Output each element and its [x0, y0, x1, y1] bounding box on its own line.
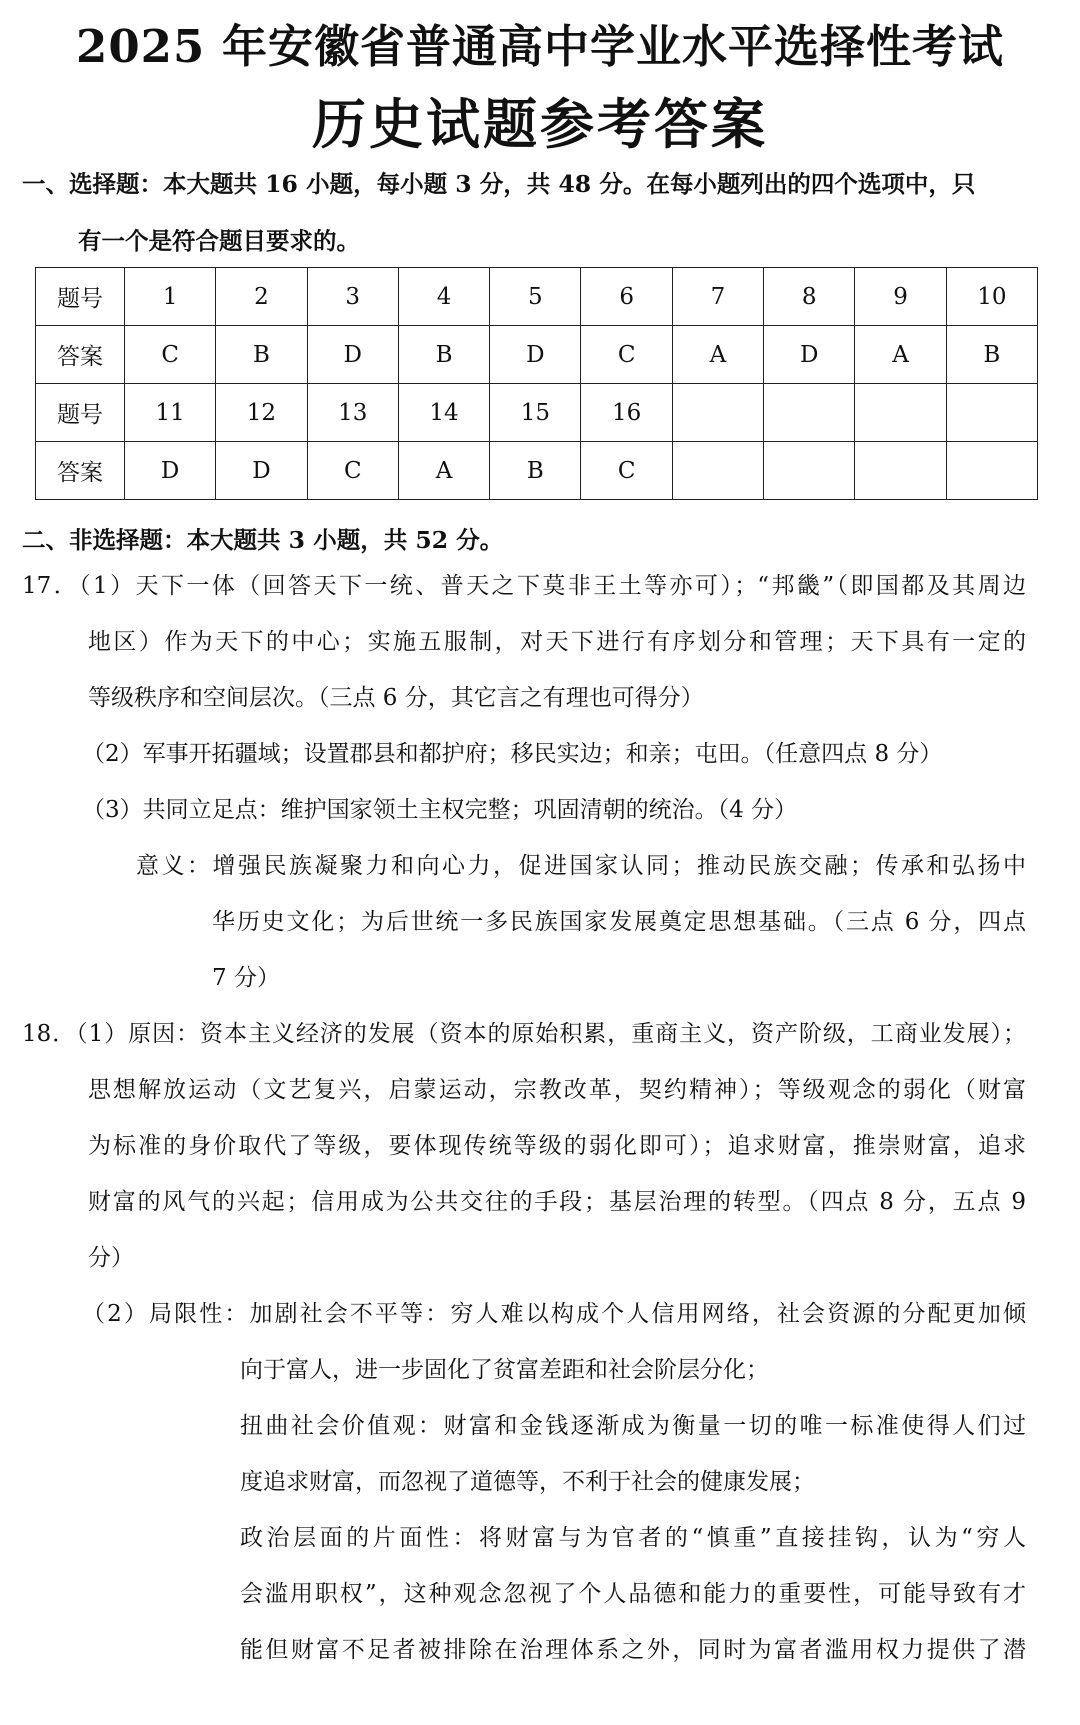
question-number-cell: 4 [398, 268, 489, 326]
question-number-cell: 1 [125, 268, 216, 326]
empty-cell [946, 442, 1037, 500]
document-subtitle: 历史试题参考答案 [312, 92, 768, 156]
question-number-cell: 11 [125, 384, 216, 442]
answer-cell: B [216, 326, 307, 384]
answer-cell: A [672, 326, 763, 384]
question-number-cell: 13 [307, 384, 398, 442]
empty-cell [855, 384, 946, 442]
row-label: 答案 [36, 442, 125, 500]
row-label: 题号 [36, 268, 125, 326]
answer-cell: B [398, 326, 489, 384]
question-number-cell: 8 [764, 268, 855, 326]
empty-cell [672, 384, 763, 442]
question-number-cell: 15 [490, 384, 581, 442]
section2-heading: 二、非选择题：本大题共 3 小题，共 52 分。 [22, 526, 504, 554]
answer-cell: B [490, 442, 581, 500]
q18-line-1: 18．（1）原因：资本主义经济的发展（资本的原始积累，重商主义，资产阶级，工商业发展）； [22, 1021, 1026, 1047]
q17-line-2: 地区）作为天下的中心；实施五服制，对天下进行有序划分和管理；天下具有一定的 [88, 629, 1026, 655]
row-label: 答案 [36, 326, 125, 384]
q18-line-8: 扭曲社会价值观：财富和金钱逐渐成为衡量一切的唯一标准使得人们过 [240, 1413, 1026, 1439]
empty-cell [946, 384, 1037, 442]
answer-cell: D [490, 326, 581, 384]
q18-line-5: 分） [88, 1245, 134, 1271]
q17-line-8: 7 分） [212, 965, 280, 991]
empty-cell [672, 442, 763, 500]
table-row [36, 384, 1038, 442]
q18-line-6: （2）局限性：加剧社会不平等：穷人难以构成个人信用网络，社会资源的分配更加倾 [82, 1301, 1026, 1327]
question-number-cell: 14 [398, 384, 489, 442]
table-row [36, 268, 1038, 326]
section1-heading-line1: 一、选择题：本大题共 16 小题，每小题 3 分，共 48 分。在每小题列出的四个选项中，只 [22, 170, 976, 198]
q18-line-2: 思想解放运动（文艺复兴，启蒙运动，宗教改革，契约精神）；等级观念的弱化（财富 [88, 1077, 1026, 1103]
q18-line-7: 向于富人，进一步固化了贫富差距和社会阶层分化； [240, 1357, 769, 1383]
empty-cell [855, 442, 946, 500]
answer-cell: C [307, 442, 398, 500]
question-number-cell: 12 [216, 384, 307, 442]
answer-cell: D [216, 442, 307, 500]
table-row [36, 442, 1038, 500]
answer-cell: A [398, 442, 489, 500]
answer-cell: C [581, 442, 672, 500]
question-number-cell: 2 [216, 268, 307, 326]
q18-line-4: 财富的风气的兴起；信用成为公共交往的手段；基层治理的转型。（四点 8 分，五点 9 [88, 1189, 1026, 1215]
answer-cell: D [125, 442, 216, 500]
table-row [36, 326, 1038, 384]
q17-line-7: 华历史文化；为后世统一多民族国家发展奠定思想基础。（三点 6 分，四点 [212, 909, 1026, 935]
question-number-cell: 9 [855, 268, 946, 326]
answer-cell: D [764, 326, 855, 384]
answer-cell: B [946, 326, 1037, 384]
q18-line-12: 能但财富不足者被排除在治理体系之外，同时为富者滥用权力提供了潜 [240, 1637, 1026, 1663]
question-number-cell: 6 [581, 268, 672, 326]
question-number-cell: 16 [581, 384, 672, 442]
question-number-cell: 7 [672, 268, 763, 326]
q18-line-3: 为标准的身价取代了等级，要体现传统等级的弱化即可）；追求财富，推崇财富，追求 [88, 1133, 1026, 1159]
empty-cell [764, 384, 855, 442]
question-number-cell: 3 [307, 268, 398, 326]
q17-line-4: （2）军事开拓疆域；设置郡县和都护府；移民实边；和亲；屯田。（任意四点 8 分） [82, 741, 943, 767]
answer-cell: C [125, 326, 216, 384]
section1-heading-line2: 有一个是符合题目要求的。 [78, 227, 360, 255]
question-number-cell: 5 [490, 268, 581, 326]
row-label: 题号 [36, 384, 125, 442]
q18-line-9: 度追求财富，而忽视了道德等，不利于社会的健康发展； [240, 1469, 815, 1495]
exam-title: 2025 年安徽省普通高中学业水平选择性考试 [76, 20, 1004, 73]
answer-cell: D [307, 326, 398, 384]
q17-line-6: 意义：增强民族凝聚力和向心力，促进国家认同；推动民族交融；传承和弘扬中 [136, 853, 1026, 879]
answer-cell: C [581, 326, 672, 384]
q18-line-10: 政治层面的片面性：将财富与为官者的“慎重”直接挂钩，认为“穷人 [240, 1525, 1026, 1551]
question-number-cell: 10 [946, 268, 1037, 326]
answer-table [35, 267, 1038, 500]
q18-line-11: 会滥用职权”，这种观念忽视了个人品德和能力的重要性，可能导致有才 [240, 1581, 1026, 1607]
answer-cell: A [855, 326, 946, 384]
q17-line-5: （3）共同立足点：维护国家领土主权完整；巩固清朝的统治。（4 分） [82, 797, 798, 823]
q17-line-1: 17．（1）天下一体（回答天下一统、普天之下莫非王土等亦可）；“邦畿”（即国都及其周边 [22, 573, 1026, 599]
q17-line-3: 等级秩序和空间层次。（三点 6 分，其它言之有理也可得分） [88, 685, 704, 711]
empty-cell [764, 442, 855, 500]
